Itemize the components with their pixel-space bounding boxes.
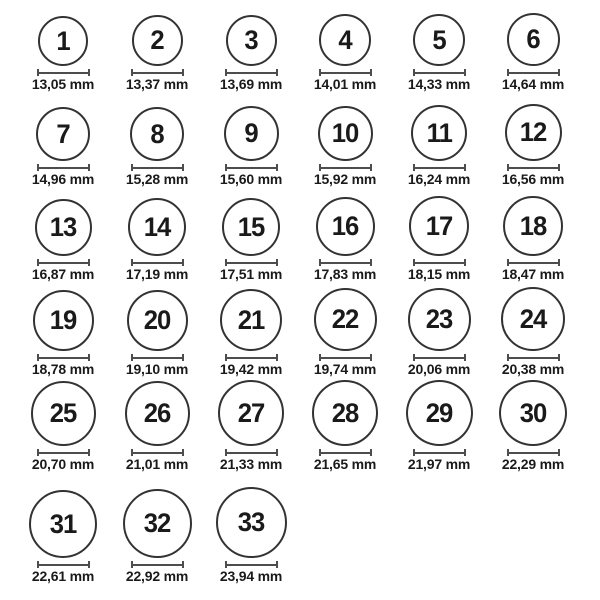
ring-size-item <box>204 380 298 475</box>
ring-size-item <box>486 95 580 190</box>
ring-circle <box>127 290 188 351</box>
ring-size-number: 15 <box>237 211 265 242</box>
ring-size-item <box>110 0 204 95</box>
ring-size-number: 8 <box>150 118 164 149</box>
ring-size-item <box>392 190 486 285</box>
ring-size-number: 22 <box>331 304 359 334</box>
diameter-ruler <box>507 354 560 361</box>
ruler-line <box>321 452 370 454</box>
ruler-line <box>39 452 88 454</box>
diameter-ruler <box>225 164 278 171</box>
diameter-label: 22,92 mm <box>125 568 189 584</box>
diameter-label: 14,64 mm <box>501 76 565 92</box>
ring-size-item <box>110 475 204 587</box>
diameter-ruler <box>131 561 184 568</box>
ring-size-number: 2 <box>150 25 164 55</box>
ring-size-item <box>110 380 204 475</box>
ring-size-number: 14 <box>143 211 171 242</box>
ring-size-item <box>16 475 110 587</box>
ring-size-item <box>486 285 580 380</box>
ruler-line <box>227 167 276 169</box>
diameter-ruler <box>225 449 278 456</box>
diameter-label: 17,51 mm <box>219 266 283 282</box>
ring-size-grid <box>16 0 580 587</box>
diameter-label: 20,38 mm <box>501 361 565 377</box>
ring-circle <box>125 381 190 446</box>
ring-size-item <box>204 285 298 380</box>
ruler-line <box>509 167 558 169</box>
diameter-label: 21,01 mm <box>125 456 189 472</box>
ring-size-item <box>298 380 392 475</box>
ring-circle <box>507 13 560 66</box>
diameter-ruler <box>131 354 184 361</box>
diameter-ruler <box>225 259 278 266</box>
ring-size-item <box>298 190 392 285</box>
ruler-line <box>227 357 276 359</box>
ring-size-number: 20 <box>143 305 171 335</box>
ring-circle <box>314 288 377 351</box>
ruler-line <box>415 167 464 169</box>
ring-size-item <box>392 285 486 380</box>
ring-circle <box>499 380 567 446</box>
ring-circle <box>501 287 565 351</box>
diameter-ruler <box>37 449 90 456</box>
ring-size-number: 27 <box>237 397 265 428</box>
ruler-line <box>415 452 464 454</box>
ring-size-item <box>392 95 486 190</box>
ring-size-number: 11 <box>426 117 452 148</box>
diameter-ruler <box>37 259 90 266</box>
ring-size-item <box>298 95 392 190</box>
diameter-ruler <box>37 561 90 568</box>
ring-circle <box>406 380 473 446</box>
ring-size-item <box>204 190 298 285</box>
ring-size-number: 5 <box>432 24 446 55</box>
diameter-ruler <box>37 164 90 171</box>
diameter-ruler <box>319 69 372 76</box>
diameter-label: 21,33 mm <box>219 456 283 472</box>
ring-size-number: 4 <box>338 24 352 55</box>
ring-size-number: 21 <box>237 304 265 335</box>
ring-size-number: 13 <box>49 212 77 242</box>
diameter-ruler <box>225 561 278 568</box>
ruler-line <box>133 72 182 74</box>
diameter-label: 21,97 mm <box>407 456 471 472</box>
ruler-line <box>415 262 464 264</box>
diameter-label: 19,74 mm <box>313 361 377 377</box>
ring-size-item <box>204 95 298 190</box>
ring-circle <box>409 196 469 256</box>
ruler-line <box>227 72 276 74</box>
diameter-ruler <box>507 259 560 266</box>
ring-size-item <box>110 285 204 380</box>
ring-circle <box>226 15 277 66</box>
ring-size-item <box>204 0 298 95</box>
diameter-label: 13,37 mm <box>125 76 189 92</box>
diameter-ruler <box>507 164 560 171</box>
ruler-line <box>133 564 182 566</box>
ring-circle <box>312 380 378 446</box>
ring-circle <box>319 14 371 66</box>
ring-circle <box>503 196 563 256</box>
ring-circle <box>216 487 287 558</box>
ruler-line <box>39 262 88 264</box>
ring-size-item <box>16 190 110 285</box>
ring-size-item <box>16 285 110 380</box>
diameter-label: 17,19 mm <box>125 266 189 282</box>
ruler-line <box>39 72 88 74</box>
ruler-line <box>133 262 182 264</box>
ring-size-item <box>16 95 110 190</box>
ring-size-number: 19 <box>49 305 77 335</box>
diameter-ruler <box>131 449 184 456</box>
ring-circle <box>224 106 279 161</box>
ring-size-item <box>392 0 486 95</box>
ring-size-number: 25 <box>49 398 77 428</box>
diameter-ruler <box>507 69 560 76</box>
ring-size-number: 1 <box>56 25 70 56</box>
diameter-ruler <box>413 354 466 361</box>
ruler-line <box>415 357 464 359</box>
ring-size-item <box>486 380 580 475</box>
ring-size-item <box>110 190 204 285</box>
ruler-line <box>321 357 370 359</box>
diameter-label: 16,24 mm <box>407 171 471 187</box>
diameter-label: 18,47 mm <box>501 266 565 282</box>
ring-size-number: 16 <box>331 211 359 241</box>
ring-circle <box>218 380 284 446</box>
diameter-ruler <box>225 69 278 76</box>
ring-size-number: 3 <box>244 25 258 55</box>
ruler-line <box>509 72 558 74</box>
ruler-line <box>227 564 276 566</box>
diameter-label: 18,78 mm <box>31 361 95 377</box>
diameter-ruler <box>507 449 560 456</box>
ring-size-number: 28 <box>331 397 359 428</box>
ruler-line <box>321 72 370 74</box>
ring-circle <box>505 104 562 161</box>
diameter-label: 13,69 mm <box>219 76 283 92</box>
diameter-ruler <box>131 69 184 76</box>
ruler-line <box>227 452 276 454</box>
ring-size-number: 31 <box>49 508 77 539</box>
ring-size-item <box>16 380 110 475</box>
ring-size-number: 10 <box>331 118 359 148</box>
ruler-line <box>415 72 464 74</box>
ring-circle <box>123 489 192 558</box>
diameter-label: 14,33 mm <box>407 76 471 92</box>
ring-size-item <box>486 190 580 285</box>
ruler-line <box>133 452 182 454</box>
ring-circle <box>130 107 184 161</box>
ring-size-number: 6 <box>526 24 540 54</box>
diameter-ruler <box>413 69 466 76</box>
diameter-ruler <box>131 259 184 266</box>
diameter-label: 17,83 mm <box>313 266 377 282</box>
ruler-line <box>509 262 558 264</box>
ring-size-number: 9 <box>244 118 258 148</box>
diameter-label: 21,65 mm <box>313 456 377 472</box>
ring-circle <box>408 288 471 351</box>
ruler-line <box>321 262 370 264</box>
ring-size-item <box>392 380 486 475</box>
ring-size-number: 7 <box>56 118 70 149</box>
ring-circle <box>33 290 94 351</box>
ring-size-number: 18 <box>519 210 547 241</box>
ruler-line <box>227 262 276 264</box>
diameter-label: 22,61 mm <box>31 568 95 584</box>
ring-circle <box>413 14 465 66</box>
ring-circle <box>35 199 92 256</box>
diameter-label: 16,87 mm <box>31 266 95 282</box>
diameter-ruler <box>413 449 466 456</box>
diameter-label: 16,56 mm <box>501 171 565 187</box>
diameter-label: 15,92 mm <box>313 171 377 187</box>
ruler-line <box>39 564 88 566</box>
ruler-line <box>39 357 88 359</box>
diameter-label: 14,01 mm <box>313 76 377 92</box>
diameter-ruler <box>319 449 372 456</box>
diameter-label: 15,60 mm <box>219 171 283 187</box>
diameter-label: 22,29 mm <box>501 456 565 472</box>
diameter-ruler <box>37 69 90 76</box>
ring-size-item <box>110 95 204 190</box>
diameter-label: 20,06 mm <box>407 361 471 377</box>
ring-size-item <box>298 0 392 95</box>
ring-size-item <box>486 0 580 95</box>
ring-circle <box>411 105 467 161</box>
diameter-ruler <box>225 354 278 361</box>
ring-circle <box>38 16 88 66</box>
ring-size-number: 23 <box>425 304 453 334</box>
diameter-ruler <box>319 354 372 361</box>
ring-size-number: 32 <box>143 508 171 538</box>
ruler-line <box>509 452 558 454</box>
ring-size-number: 30 <box>519 397 547 428</box>
ring-size-number: 29 <box>425 397 453 428</box>
ring-circle <box>318 106 373 161</box>
diameter-label: 18,15 mm <box>407 266 471 282</box>
ring-circle <box>132 15 183 66</box>
diameter-ruler <box>319 164 372 171</box>
ring-circle <box>31 381 96 446</box>
diameter-ruler <box>37 354 90 361</box>
ring-circle <box>128 198 186 256</box>
ring-size-item <box>16 0 110 95</box>
ring-size-number: 33 <box>237 507 265 537</box>
diameter-label: 23,94 mm <box>219 568 283 584</box>
diameter-ruler <box>413 259 466 266</box>
ruler-line <box>133 167 182 169</box>
diameter-label: 20,70 mm <box>31 456 95 472</box>
ring-size-number: 24 <box>519 303 547 334</box>
ring-circle <box>316 197 375 256</box>
ring-circle <box>220 289 282 351</box>
diameter-label: 14,96 mm <box>31 171 95 187</box>
ring-circle <box>29 490 97 558</box>
ring-circle <box>222 198 280 256</box>
diameter-label: 19,10 mm <box>125 361 189 377</box>
ring-size-item <box>204 475 298 587</box>
ruler-line <box>321 167 370 169</box>
ring-size-number: 12 <box>519 117 547 147</box>
diameter-label: 19,42 mm <box>219 361 283 377</box>
diameter-ruler <box>319 259 372 266</box>
diameter-label: 15,28 mm <box>125 171 189 187</box>
ring-size-number: 17 <box>425 210 453 241</box>
ruler-line <box>509 357 558 359</box>
diameter-label: 13,05 mm <box>31 76 95 92</box>
ring-size-number: 26 <box>143 398 171 428</box>
ruler-line <box>39 167 88 169</box>
ring-circle <box>36 107 90 161</box>
ring-size-item <box>298 285 392 380</box>
diameter-ruler <box>413 164 466 171</box>
ruler-line <box>133 357 182 359</box>
diameter-ruler <box>131 164 184 171</box>
